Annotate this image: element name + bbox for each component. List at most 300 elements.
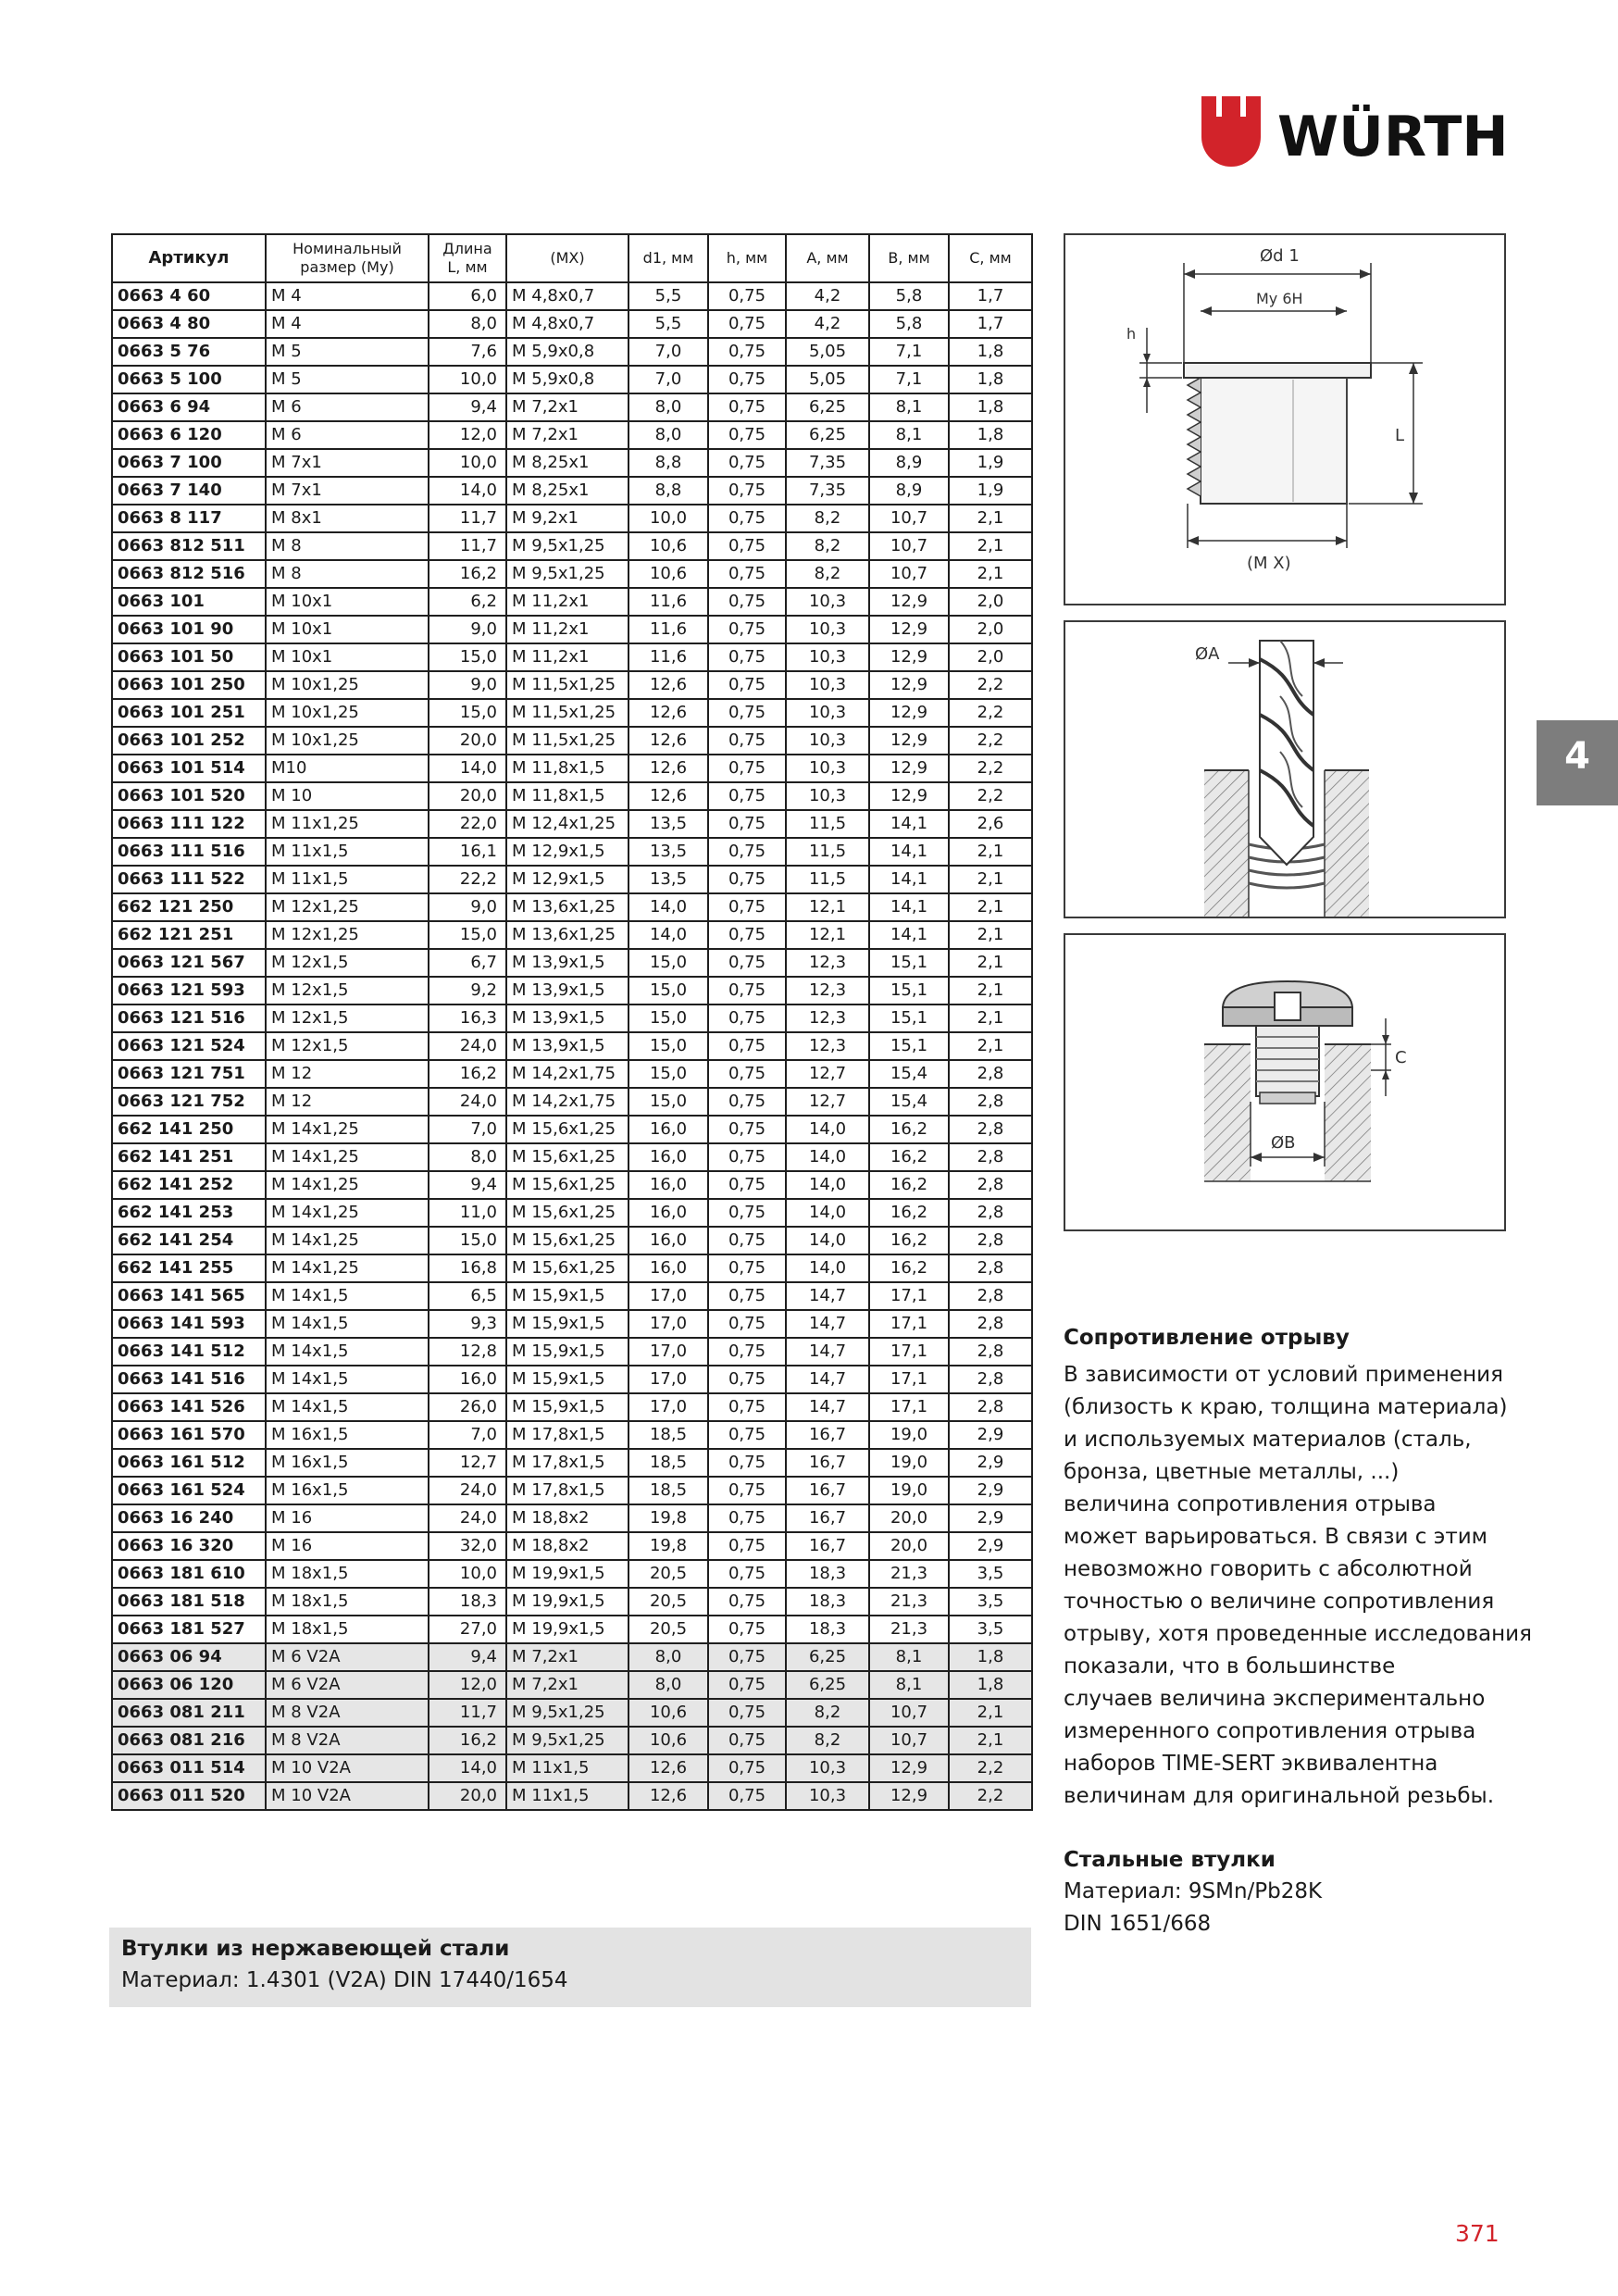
cell-mx: M 11x1,5 — [506, 1782, 629, 1810]
cell-b: 16,2 — [869, 1143, 949, 1171]
cell-b: 7,1 — [869, 338, 949, 366]
cell-mx: M 15,6x1,25 — [506, 1116, 629, 1143]
cell-a: 12,3 — [786, 949, 869, 977]
cell-c: 2,1 — [949, 1032, 1032, 1060]
cell-nominal: M 11x1,5 — [266, 838, 429, 866]
cell-b: 14,1 — [869, 866, 949, 893]
cell-h: 0,75 — [708, 1199, 786, 1227]
cell-nominal: M 18x1,5 — [266, 1588, 429, 1616]
cell-a: 6,25 — [786, 1671, 869, 1699]
cell-d1: 13,5 — [629, 810, 708, 838]
pullout-line: невозможно говорить с абсолютной — [1064, 1557, 1473, 1581]
cell-b: 17,1 — [869, 1393, 949, 1421]
cell-article: 662 141 250 — [112, 1116, 266, 1143]
mx-label: (M X) — [1247, 554, 1291, 573]
table-row — [112, 588, 1032, 616]
cell-d1: 12,6 — [629, 782, 708, 810]
cell-d1: 16,0 — [629, 1227, 708, 1254]
cell-h: 0,75 — [708, 1727, 786, 1754]
cell-h: 0,75 — [708, 1699, 786, 1727]
cell-a: 14,0 — [786, 1254, 869, 1282]
cell-nominal: M 14x1,5 — [266, 1338, 429, 1366]
cell-c: 2,9 — [949, 1477, 1032, 1504]
cell-mx: M 5,9x0,8 — [506, 366, 629, 393]
cell-mx: M 15,6x1,25 — [506, 1199, 629, 1227]
cell-d1: 8,0 — [629, 1643, 708, 1671]
cell-length: 20,0 — [429, 1782, 506, 1810]
cell-h: 0,75 — [708, 588, 786, 616]
drilling-diagram — [1064, 620, 1506, 918]
table-row — [112, 477, 1032, 505]
cell-length: 22,2 — [429, 866, 506, 893]
cell-c: 3,5 — [949, 1616, 1032, 1643]
cell-a: 10,3 — [786, 699, 869, 727]
table-row — [112, 1393, 1032, 1421]
cell-length: 6,0 — [429, 282, 506, 310]
cell-article: 0663 4 80 — [112, 310, 266, 338]
cell-c: 2,1 — [949, 838, 1032, 866]
table-row — [112, 1449, 1032, 1477]
cell-c: 2,9 — [949, 1449, 1032, 1477]
cell-c: 2,1 — [949, 1727, 1032, 1754]
cell-a: 10,3 — [786, 671, 869, 699]
cell-nominal: M 10 V2A — [266, 1754, 429, 1782]
cell-d1: 5,5 — [629, 282, 708, 310]
a-label: ØA — [1195, 644, 1220, 664]
cell-c: 1,9 — [949, 449, 1032, 477]
cell-h: 0,75 — [708, 1227, 786, 1254]
cell-nominal: M 14x1,25 — [266, 1227, 429, 1254]
col-header-nominal-line1: Номинальный — [292, 240, 402, 257]
col-header-nominal-line2: размер (My) — [300, 258, 394, 276]
cell-length: 7,0 — [429, 1421, 506, 1449]
cell-mx: M 15,6x1,25 — [506, 1254, 629, 1282]
chapter-tab — [1537, 720, 1618, 805]
cell-a: 10,3 — [786, 588, 869, 616]
cell-h: 0,75 — [708, 449, 786, 477]
cell-d1: 10,6 — [629, 560, 708, 588]
cell-a: 10,3 — [786, 755, 869, 782]
cell-d1: 14,0 — [629, 893, 708, 921]
cell-h: 0,75 — [708, 310, 786, 338]
cell-article: 0663 6 120 — [112, 421, 266, 449]
cell-mx: M 18,8x2 — [506, 1532, 629, 1560]
cell-a: 14,0 — [786, 1227, 869, 1254]
cell-article: 0663 081 216 — [112, 1727, 266, 1754]
cell-nominal: M10 — [266, 755, 429, 782]
cell-a: 6,25 — [786, 421, 869, 449]
cell-d1: 15,0 — [629, 977, 708, 1004]
table-row — [112, 1727, 1032, 1754]
cell-c: 2,1 — [949, 921, 1032, 949]
cell-h: 0,75 — [708, 1560, 786, 1588]
cell-article: 0663 141 526 — [112, 1393, 266, 1421]
cell-article: 0663 5 76 — [112, 338, 266, 366]
cell-c: 2,8 — [949, 1254, 1032, 1282]
cell-b: 15,1 — [869, 1032, 949, 1060]
cell-c: 2,1 — [949, 505, 1032, 532]
cell-mx: M 19,9x1,5 — [506, 1616, 629, 1643]
table-row — [112, 421, 1032, 449]
cell-h: 0,75 — [708, 643, 786, 671]
cell-nominal: M 16x1,5 — [266, 1421, 429, 1449]
cell-nominal: M 14x1,25 — [266, 1254, 429, 1282]
cell-mx: M 7,2x1 — [506, 1643, 629, 1671]
cell-article: 0663 121 524 — [112, 1032, 266, 1060]
cell-b: 16,2 — [869, 1227, 949, 1254]
table-row — [112, 977, 1032, 1004]
wurth-logo — [1201, 96, 1514, 168]
cell-b: 19,0 — [869, 1477, 949, 1504]
cell-nominal: M 10x1,25 — [266, 727, 429, 755]
cell-nominal: M 12x1,25 — [266, 921, 429, 949]
cell-h: 0,75 — [708, 810, 786, 838]
table-row — [112, 616, 1032, 643]
cell-article: 0663 101 90 — [112, 616, 266, 643]
cell-h: 0,75 — [708, 1671, 786, 1699]
cell-c: 3,5 — [949, 1560, 1032, 1588]
cell-length: 7,0 — [429, 1116, 506, 1143]
cell-h: 0,75 — [708, 616, 786, 643]
cell-length: 24,0 — [429, 1504, 506, 1532]
table-row — [112, 1310, 1032, 1338]
cell-c: 2,8 — [949, 1282, 1032, 1310]
cell-nominal: M 8 V2A — [266, 1699, 429, 1727]
cell-b: 12,9 — [869, 699, 949, 727]
cell-b: 12,9 — [869, 616, 949, 643]
cell-length: 16,8 — [429, 1254, 506, 1282]
cell-article: 0663 161 524 — [112, 1477, 266, 1504]
cell-c: 2,8 — [949, 1088, 1032, 1116]
table-row — [112, 1116, 1032, 1143]
cell-length: 16,2 — [429, 1727, 506, 1754]
cell-d1: 16,0 — [629, 1199, 708, 1227]
cell-b: 10,7 — [869, 1727, 949, 1754]
cell-h: 0,75 — [708, 1421, 786, 1449]
cell-article: 0663 121 567 — [112, 949, 266, 977]
cell-d1: 12,6 — [629, 755, 708, 782]
cell-article: 0663 5 100 — [112, 366, 266, 393]
cell-nominal: M 6 — [266, 421, 429, 449]
cell-b: 17,1 — [869, 1338, 949, 1366]
cell-length: 24,0 — [429, 1088, 506, 1116]
cell-article: 0663 101 — [112, 588, 266, 616]
cell-mx: M 15,6x1,25 — [506, 1171, 629, 1199]
cell-b: 17,1 — [869, 1366, 949, 1393]
cell-mx: M 14,2x1,75 — [506, 1088, 629, 1116]
table-row — [112, 560, 1032, 588]
cell-h: 0,75 — [708, 699, 786, 727]
cell-article: 0663 111 122 — [112, 810, 266, 838]
pullout-line: (близость к краю, толщина материала) — [1064, 1395, 1508, 1419]
cell-b: 21,3 — [869, 1560, 949, 1588]
cell-article: 662 141 254 — [112, 1227, 266, 1254]
cell-c: 2,2 — [949, 699, 1032, 727]
cell-length: 9,3 — [429, 1310, 506, 1338]
table-row — [112, 505, 1032, 532]
cell-article: 0663 101 514 — [112, 755, 266, 782]
cell-nominal: M 14x1,25 — [266, 1116, 429, 1143]
cell-d1: 8,0 — [629, 421, 708, 449]
cell-b: 12,9 — [869, 588, 949, 616]
cell-b: 7,1 — [869, 366, 949, 393]
steel-title: Стальные втулки — [1064, 1848, 1276, 1872]
cell-a: 14,0 — [786, 1116, 869, 1143]
cell-article: 662 141 253 — [112, 1199, 266, 1227]
cell-a: 8,2 — [786, 560, 869, 588]
cell-b: 8,9 — [869, 449, 949, 477]
cell-h: 0,75 — [708, 393, 786, 421]
cell-length: 10,0 — [429, 449, 506, 477]
cell-b: 19,0 — [869, 1449, 949, 1477]
cell-article: 0663 081 211 — [112, 1699, 266, 1727]
cell-article: 0663 06 94 — [112, 1643, 266, 1671]
cell-nominal: M 10x1 — [266, 643, 429, 671]
cell-nominal: M 8 — [266, 532, 429, 560]
cell-nominal: M 7x1 — [266, 477, 429, 505]
cell-a: 12,1 — [786, 893, 869, 921]
table-row — [112, 532, 1032, 560]
cell-a: 4,2 — [786, 282, 869, 310]
cell-article: 0663 121 516 — [112, 1004, 266, 1032]
cell-c: 2,2 — [949, 1754, 1032, 1782]
col-header-length-line2: L, мм — [447, 258, 488, 276]
cell-h: 0,75 — [708, 477, 786, 505]
cell-nominal: M 14x1,5 — [266, 1366, 429, 1393]
pullout-line: отрыву, хотя проведенные исследования — [1064, 1622, 1532, 1646]
col-header-length-line1: Длина — [442, 240, 492, 257]
cell-c: 2,6 — [949, 810, 1032, 838]
cell-nominal: M 8 V2A — [266, 1727, 429, 1754]
cell-nominal: M 14x1,25 — [266, 1171, 429, 1199]
spec-table — [111, 233, 1033, 1811]
table-row — [112, 1560, 1032, 1588]
cell-length: 16,3 — [429, 1004, 506, 1032]
table-row — [112, 1532, 1032, 1560]
cell-b: 12,9 — [869, 1782, 949, 1810]
steel-material: Материал: 9SMn/Pb28K — [1064, 1879, 1323, 1903]
cell-article: 0663 011 520 — [112, 1782, 266, 1810]
cell-h: 0,75 — [708, 977, 786, 1004]
cell-length: 24,0 — [429, 1032, 506, 1060]
cell-nominal: M 6 V2A — [266, 1643, 429, 1671]
table-row — [112, 866, 1032, 893]
cell-mx: M 13,9x1,5 — [506, 977, 629, 1004]
cell-article: 0663 8 117 — [112, 505, 266, 532]
cell-h: 0,75 — [708, 671, 786, 699]
pullout-line: величина сопротивления отрыва — [1064, 1492, 1437, 1516]
cell-nominal: M 16x1,5 — [266, 1449, 429, 1477]
cell-a: 8,2 — [786, 505, 869, 532]
cell-nominal: M 12x1,5 — [266, 977, 429, 1004]
cell-article: 0663 7 100 — [112, 449, 266, 477]
cell-d1: 8,0 — [629, 393, 708, 421]
cell-nominal: M 4 — [266, 310, 429, 338]
cell-nominal: M 16 — [266, 1532, 429, 1560]
cell-d1: 7,0 — [629, 338, 708, 366]
pullout-line: наборов TIME-SERT эквивалентна — [1064, 1752, 1438, 1776]
cell-mx: M 13,9x1,5 — [506, 949, 629, 977]
cell-length: 6,5 — [429, 1282, 506, 1310]
cell-b: 12,9 — [869, 755, 949, 782]
cell-length: 15,0 — [429, 921, 506, 949]
cell-b: 12,9 — [869, 671, 949, 699]
pullout-line: измеренного сопротивления отрыва — [1064, 1719, 1476, 1743]
cell-b: 21,3 — [869, 1616, 949, 1643]
pullout-title: Сопротивление отрыву — [1064, 1326, 1350, 1350]
cell-length: 11,0 — [429, 1199, 506, 1227]
cell-nominal: M 10x1,25 — [266, 671, 429, 699]
page-number: 371 — [1455, 2220, 1500, 2247]
col-header-length — [429, 234, 506, 282]
cell-mx: M 15,9x1,5 — [506, 1338, 629, 1366]
cell-c: 2,8 — [949, 1393, 1032, 1421]
c-label: C — [1395, 1048, 1407, 1067]
table-row — [112, 1032, 1032, 1060]
cell-h: 0,75 — [708, 1504, 786, 1532]
col-header-d1: d1, мм — [629, 234, 708, 282]
cell-a: 8,2 — [786, 1699, 869, 1727]
cell-d1: 11,6 — [629, 616, 708, 643]
insert-dimension-drawing — [1064, 233, 1506, 605]
cell-b: 19,0 — [869, 1421, 949, 1449]
cell-b: 16,2 — [869, 1254, 949, 1282]
cell-length: 11,7 — [429, 505, 506, 532]
cell-h: 0,75 — [708, 1338, 786, 1366]
cell-article: 0663 121 752 — [112, 1088, 266, 1116]
cell-d1: 17,0 — [629, 1393, 708, 1421]
cell-mx: M 15,6x1,25 — [506, 1143, 629, 1171]
cell-a: 6,25 — [786, 393, 869, 421]
cell-b: 20,0 — [869, 1532, 949, 1560]
cell-d1: 15,0 — [629, 949, 708, 977]
cell-c: 2,2 — [949, 1782, 1032, 1810]
cell-a: 12,7 — [786, 1088, 869, 1116]
cell-h: 0,75 — [708, 338, 786, 366]
cell-mx: M 12,4x1,25 — [506, 810, 629, 838]
cell-mx: M 11,5x1,25 — [506, 727, 629, 755]
cell-d1: 10,0 — [629, 505, 708, 532]
cell-nominal: M 10x1,25 — [266, 699, 429, 727]
cell-c: 1,9 — [949, 477, 1032, 505]
cell-length: 16,2 — [429, 1060, 506, 1088]
cell-c: 2,0 — [949, 616, 1032, 643]
cell-article: 0663 4 60 — [112, 282, 266, 310]
cell-article: 0663 161 512 — [112, 1449, 266, 1477]
cell-b: 10,7 — [869, 1699, 949, 1727]
cell-d1: 20,5 — [629, 1616, 708, 1643]
cell-length: 26,0 — [429, 1393, 506, 1421]
pullout-line: может варьироваться. В связи с этим — [1064, 1525, 1488, 1549]
cell-b: 14,1 — [869, 810, 949, 838]
cell-h: 0,75 — [708, 949, 786, 977]
cell-mx: M 11,8x1,5 — [506, 755, 629, 782]
cell-h: 0,75 — [708, 1171, 786, 1199]
table-row — [112, 699, 1032, 727]
cell-c: 2,2 — [949, 671, 1032, 699]
cell-a: 5,05 — [786, 366, 869, 393]
cell-h: 0,75 — [708, 1366, 786, 1393]
cell-a: 10,3 — [786, 782, 869, 810]
cell-nominal: M 12 — [266, 1060, 429, 1088]
cell-mx: M 7,2x1 — [506, 393, 629, 421]
cell-c: 2,8 — [949, 1310, 1032, 1338]
cell-mx: M 15,9x1,5 — [506, 1366, 629, 1393]
cell-b: 12,9 — [869, 727, 949, 755]
table-row — [112, 1699, 1032, 1727]
cell-mx: M 18,8x2 — [506, 1504, 629, 1532]
cell-d1: 18,5 — [629, 1477, 708, 1504]
cell-h: 0,75 — [708, 755, 786, 782]
cell-mx: M 19,9x1,5 — [506, 1560, 629, 1588]
cell-b: 17,1 — [869, 1310, 949, 1338]
cell-mx: M 11,2x1 — [506, 588, 629, 616]
table-header-row — [112, 234, 1032, 282]
cell-c: 2,1 — [949, 560, 1032, 588]
cell-c: 2,1 — [949, 893, 1032, 921]
cell-d1: 14,0 — [629, 921, 708, 949]
cell-a: 16,7 — [786, 1449, 869, 1477]
cell-h: 0,75 — [708, 727, 786, 755]
cell-length: 14,0 — [429, 1754, 506, 1782]
d1-label: Ød 1 — [1260, 246, 1300, 266]
cell-h: 0,75 — [708, 1143, 786, 1171]
col-header-a: A, мм — [786, 234, 869, 282]
cell-mx: M 13,9x1,5 — [506, 1004, 629, 1032]
cell-length: 7,6 — [429, 338, 506, 366]
cell-mx: M 4,8x0,7 — [506, 310, 629, 338]
cell-nominal: M 18x1,5 — [266, 1616, 429, 1643]
cell-d1: 16,0 — [629, 1254, 708, 1282]
cell-nominal: M 11x1,5 — [266, 866, 429, 893]
cell-mx: M 15,9x1,5 — [506, 1310, 629, 1338]
cell-d1: 12,6 — [629, 1782, 708, 1810]
cell-d1: 18,5 — [629, 1421, 708, 1449]
cell-b: 14,1 — [869, 921, 949, 949]
cell-mx: M 7,2x1 — [506, 1671, 629, 1699]
pullout-line: величинам для оригинальной резьбы. — [1064, 1784, 1495, 1808]
table-row — [112, 449, 1032, 477]
cell-d1: 12,6 — [629, 1754, 708, 1782]
cell-length: 9,4 — [429, 393, 506, 421]
cell-b: 12,9 — [869, 782, 949, 810]
cell-length: 9,2 — [429, 977, 506, 1004]
cell-article: 0663 181 518 — [112, 1588, 266, 1616]
cell-c: 2,8 — [949, 1143, 1032, 1171]
table-row — [112, 393, 1032, 421]
cell-c: 1,8 — [949, 366, 1032, 393]
cell-d1: 18,5 — [629, 1449, 708, 1477]
cell-d1: 19,8 — [629, 1532, 708, 1560]
table-row — [112, 921, 1032, 949]
cell-b: 17,1 — [869, 1282, 949, 1310]
table-row — [112, 1143, 1032, 1171]
cell-mx: M 9,5x1,25 — [506, 1699, 629, 1727]
cell-d1: 11,6 — [629, 588, 708, 616]
cell-article: 0663 16 320 — [112, 1532, 266, 1560]
cell-c: 2,8 — [949, 1116, 1032, 1143]
cell-h: 0,75 — [708, 1282, 786, 1310]
cell-h: 0,75 — [708, 1254, 786, 1282]
cell-article: 0663 141 516 — [112, 1366, 266, 1393]
cell-d1: 12,6 — [629, 671, 708, 699]
cell-mx: M 5,9x0,8 — [506, 338, 629, 366]
cell-d1: 15,0 — [629, 1060, 708, 1088]
cell-a: 14,0 — [786, 1199, 869, 1227]
cell-length: 10,0 — [429, 1560, 506, 1588]
cell-c: 2,2 — [949, 727, 1032, 755]
cell-length: 14,0 — [429, 477, 506, 505]
